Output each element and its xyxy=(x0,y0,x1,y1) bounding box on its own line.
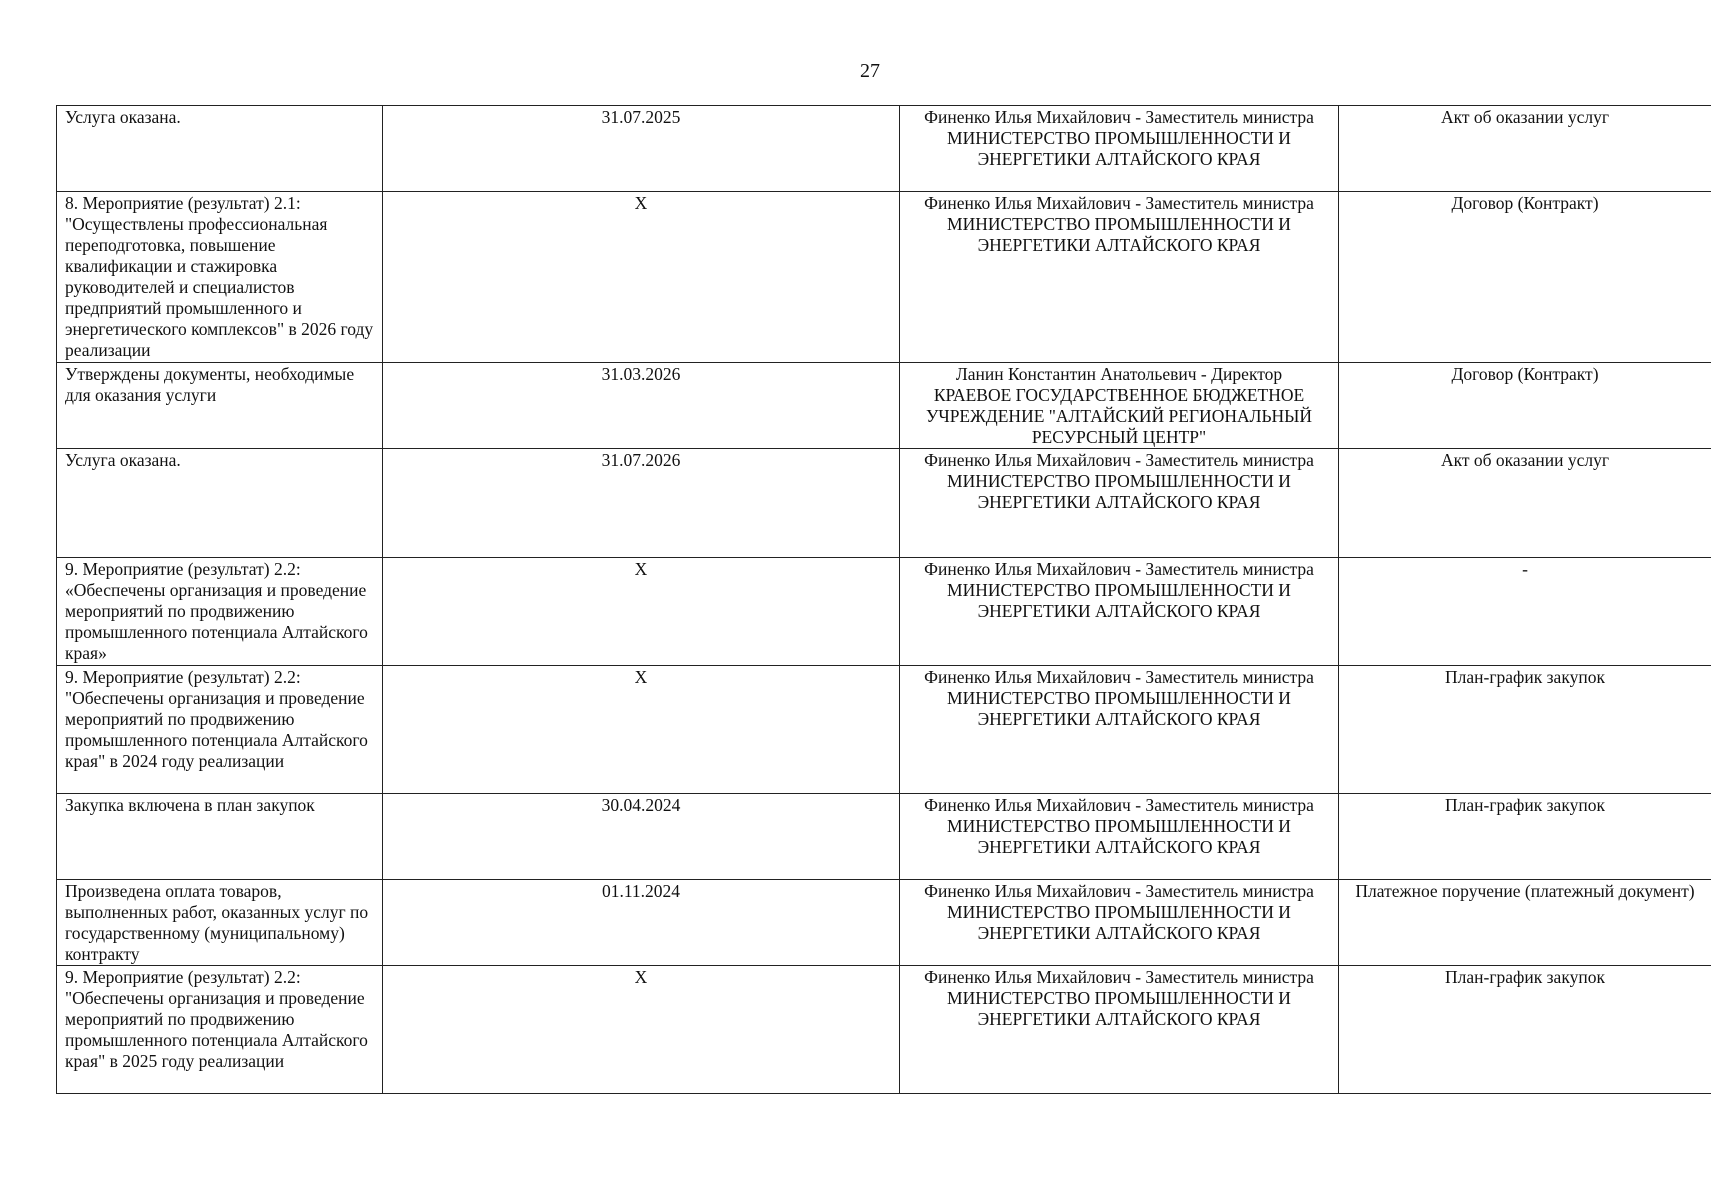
responsible-person: Финенко Илья Михайлович - Заместитель министра xyxy=(924,559,1314,579)
row-document-cell: Акт об оказании услуг xyxy=(1339,106,1711,192)
responsible-person: Финенко Илья Михайлович - Заместитель министра xyxy=(924,795,1314,815)
responsible-organization: МИНИСТЕРСТВО ПРОМЫШЛЕННОСТИ И ЭНЕРГЕТИКИ АЛТАЙСКОГО КРАЯ xyxy=(947,688,1291,729)
responsible-organization: МИНИСТЕРСТВО ПРОМЫШЛЕННОСТИ И ЭНЕРГЕТИКИ АЛТАЙСКОГО КРАЯ xyxy=(947,580,1291,621)
responsible-person: Финенко Илья Михайлович - Заместитель министра xyxy=(924,450,1314,470)
row-name-cell: Произведена оплата товаров, выполненных работ, оказанных услуг по государственному (муниципальному) контракту xyxy=(57,880,383,966)
row-name-cell: Закупка включена в план закупок xyxy=(57,794,383,880)
row-date-cell: 31.03.2026 xyxy=(383,363,900,449)
row-name-cell: 9. Мероприятие (результат) 2.2: «Обеспечены организация и проведение мероприятий по продвижению промышленного потенциала Алтайского края» xyxy=(57,558,383,666)
row-document-cell: Договор (Контракт) xyxy=(1339,192,1711,363)
table-row xyxy=(57,666,1711,794)
row-date-cell: 01.11.2024 xyxy=(383,880,900,966)
control-points-table xyxy=(56,105,1711,1094)
row-document-cell: План-график закупок xyxy=(1339,966,1711,1094)
row-responsible-cell xyxy=(900,794,1339,880)
table-row xyxy=(57,449,1711,558)
row-date-cell: 31.07.2026 xyxy=(383,449,900,558)
table-row xyxy=(57,880,1711,966)
responsible-person: Ланин Константин Анатольевич - Директор xyxy=(955,364,1283,384)
responsible-organization: КРАЕВОЕ ГОСУДАРСТВЕННОЕ БЮДЖЕТНОЕ УЧРЕЖДЕНИЕ "АЛТАЙСКИЙ РЕГИОНАЛЬНЫЙ РЕСУРСНЫЙ ЦЕНТР" xyxy=(925,385,1313,447)
row-date-cell: X xyxy=(383,558,900,666)
responsible-person: Финенко Илья Михайлович - Заместитель министра xyxy=(924,107,1314,127)
row-document-cell: Платежное поручение (платежный документ) xyxy=(1339,880,1711,966)
table-row xyxy=(57,794,1711,880)
row-document-cell: План-график закупок xyxy=(1339,666,1711,794)
row-document-cell: Договор (Контракт) xyxy=(1339,363,1711,449)
page-number: 27 xyxy=(860,60,880,82)
responsible-organization: МИНИСТЕРСТВО ПРОМЫШЛЕННОСТИ И ЭНЕРГЕТИКИ АЛТАЙСКОГО КРАЯ xyxy=(947,471,1291,512)
table-row xyxy=(57,966,1711,1094)
responsible-organization: МИНИСТЕРСТВО ПРОМЫШЛЕННОСТИ И ЭНЕРГЕТИКИ АЛТАЙСКОГО КРАЯ xyxy=(947,214,1291,255)
row-document-cell: План-график закупок xyxy=(1339,794,1711,880)
responsible-organization: МИНИСТЕРСТВО ПРОМЫШЛЕННОСТИ И ЭНЕРГЕТИКИ АЛТАЙСКОГО КРАЯ xyxy=(947,816,1291,857)
responsible-organization: МИНИСТЕРСТВО ПРОМЫШЛЕННОСТИ И ЭНЕРГЕТИКИ АЛТАЙСКОГО КРАЯ xyxy=(947,988,1291,1029)
row-name-cell: Утверждены документы, необходимые для оказания услуги xyxy=(57,363,383,449)
responsible-person: Финенко Илья Михайлович - Заместитель министра xyxy=(924,881,1314,901)
responsible-person: Финенко Илья Михайлович - Заместитель министра xyxy=(924,667,1314,687)
table-row xyxy=(57,192,1711,363)
row-responsible-cell xyxy=(900,558,1339,666)
table-row xyxy=(57,363,1711,449)
row-name-cell: Услуга оказана. xyxy=(57,106,383,192)
responsible-person: Финенко Илья Михайлович - Заместитель министра xyxy=(924,967,1314,987)
row-responsible-cell xyxy=(900,666,1339,794)
row-responsible-cell xyxy=(900,363,1339,449)
row-date-cell: X xyxy=(383,666,900,794)
table-row xyxy=(57,106,1711,192)
row-date-cell: X xyxy=(383,192,900,363)
row-responsible-cell xyxy=(900,106,1339,192)
row-name-cell: 8. Мероприятие (результат) 2.1: "Осуществлены профессиональная переподготовка, повышение квалификации и стажировка руководителей и специалистов предприятий промышленного и энергетического комплексов" в 2026 году реализации xyxy=(57,192,383,363)
table-row xyxy=(57,558,1711,666)
row-document-cell: - xyxy=(1339,558,1711,666)
row-responsible-cell xyxy=(900,449,1339,558)
row-name-cell: 9. Мероприятие (результат) 2.2: "Обеспечены организация и проведение мероприятий по продвижению промышленного потенциала Алтайского края" в 2024 году реализации xyxy=(57,666,383,794)
row-responsible-cell xyxy=(900,966,1339,1094)
row-name-cell: 9. Мероприятие (результат) 2.2: "Обеспечены организация и проведение мероприятий по продвижению промышленного потенциала Алтайского края" в 2025 году реализации xyxy=(57,966,383,1094)
responsible-organization: МИНИСТЕРСТВО ПРОМЫШЛЕННОСТИ И ЭНЕРГЕТИКИ АЛТАЙСКОГО КРАЯ xyxy=(947,902,1291,943)
row-responsible-cell xyxy=(900,192,1339,363)
responsible-organization: МИНИСТЕРСТВО ПРОМЫШЛЕННОСТИ И ЭНЕРГЕТИКИ АЛТАЙСКОГО КРАЯ xyxy=(947,128,1291,169)
row-responsible-cell xyxy=(900,880,1339,966)
row-name-cell: Услуга оказана. xyxy=(57,449,383,558)
row-date-cell: 31.07.2025 xyxy=(383,106,900,192)
row-date-cell: X xyxy=(383,966,900,1094)
row-date-cell: 30.04.2024 xyxy=(383,794,900,880)
row-document-cell: Акт об оказании услуг xyxy=(1339,449,1711,558)
responsible-person: Финенко Илья Михайлович - Заместитель министра xyxy=(924,193,1314,213)
